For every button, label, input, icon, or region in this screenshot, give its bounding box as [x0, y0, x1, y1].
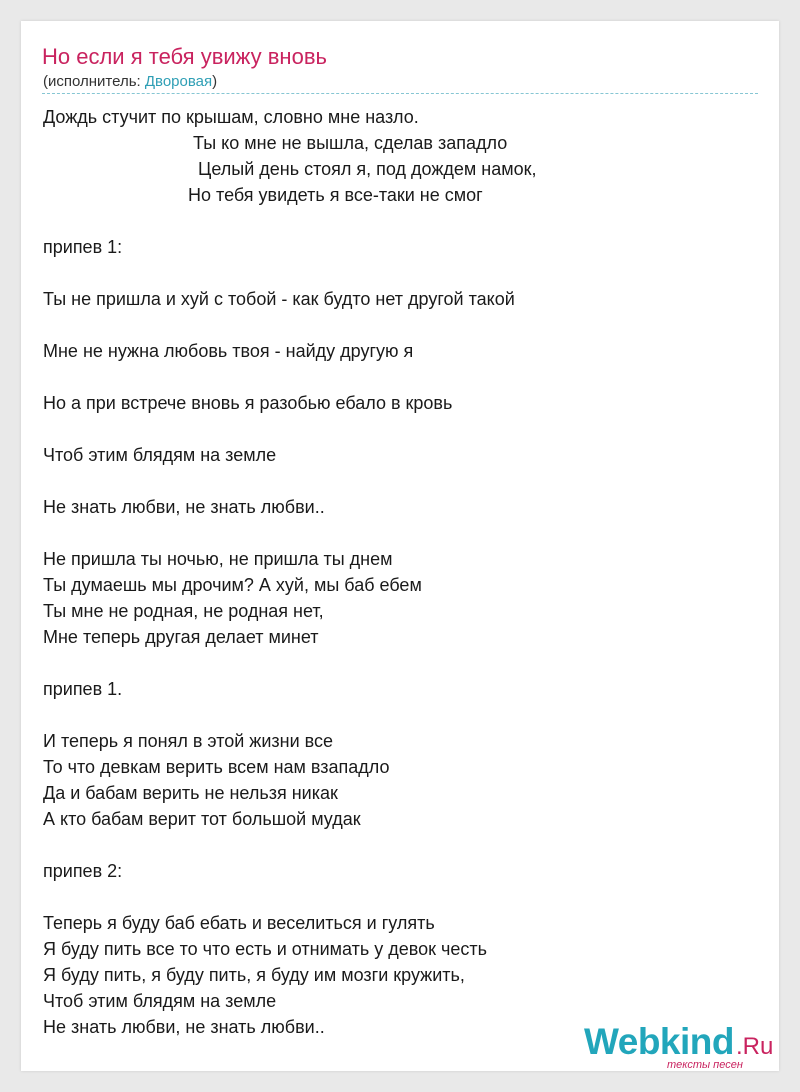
title-divider — [42, 93, 758, 94]
lyrics-line: Да и бабам верить не нельзя никак — [43, 783, 338, 803]
lyrics-line: припев 1: — [43, 237, 123, 257]
lyrics-line: Ты не пришла и хуй с тобой - как будто нет другой такой — [43, 289, 515, 309]
lyrics-line: Мне теперь другая делает минет — [43, 627, 319, 647]
logo-tagline: тексты песен — [667, 1059, 743, 1071]
lyrics-blank-line — [43, 702, 763, 728]
song-title: Но если я тебя увижу вновь — [42, 44, 327, 69]
site-logo[interactable] — [584, 1022, 779, 1070]
lyrics-text — [43, 104, 763, 1040]
lyrics-blank-line — [43, 312, 763, 338]
artist-line — [43, 73, 217, 91]
lyrics-blank-line — [43, 832, 763, 858]
lyrics-blank-line — [43, 650, 763, 676]
lyrics-line: Я буду пить, я буду пить, я буду им мозги кружить, — [43, 965, 465, 985]
lyrics-blank-line — [43, 884, 763, 910]
lyrics-line: Целый день стоял я, под дождем намок, — [43, 159, 537, 179]
lyrics-line: Не знать любви, не знать любви.. — [43, 497, 325, 517]
lyrics-line: припев 1. — [43, 679, 123, 699]
lyrics-line: То что девкам верить всем нам взападло — [43, 757, 390, 777]
lyrics-line: Ты мне не родная, не родная нет, — [43, 601, 324, 621]
artist-prefix: (исполнитель: — [43, 73, 145, 90]
logo-name: Webkind — [584, 1021, 734, 1062]
lyrics-blank-line — [43, 520, 763, 546]
lyrics-blank-line — [43, 468, 763, 494]
lyrics-line: Но а при встрече вновь я разобью ебало в кровь — [43, 393, 453, 413]
lyrics-line: А кто бабам верит тот большой мудак — [43, 809, 361, 829]
lyrics-blank-line — [43, 260, 763, 286]
logo-tld: .Ru — [736, 1033, 774, 1060]
lyrics-line: Ты ко мне не вышла, сделав западло — [43, 133, 508, 153]
lyrics-line: Ты думаешь мы дрочим? А хуй, мы баб ебем — [43, 575, 422, 595]
lyrics-line: Чтоб этим блядям на земле — [43, 445, 277, 465]
lyrics-blank-line — [43, 364, 763, 390]
lyrics-page — [21, 21, 779, 1071]
lyrics-line: Я буду пить все то что есть и отнимать у девок честь — [43, 939, 488, 959]
lyrics-line: Чтоб этим блядям на земле — [43, 991, 277, 1011]
lyrics-line: Теперь я буду баб ебать и веселиться и гулять — [43, 913, 435, 933]
lyrics-line: Дождь стучит по крышам, словно мне назло. — [43, 107, 419, 127]
artist-link[interactable]: Дворовая — [144, 73, 213, 90]
lyrics-blank-line — [43, 416, 763, 442]
lyrics-line: Не пришла ты ночью, не пришла ты днем — [43, 549, 393, 569]
lyrics-blank-line — [43, 208, 763, 234]
lyrics-line: Не знать любви, не знать любви.. — [43, 1017, 325, 1037]
artist-suffix: ) — [212, 73, 218, 90]
lyrics-line: припев 2: — [43, 861, 123, 881]
lyrics-line: Мне не нужна любовь твоя - найду другую я — [43, 341, 414, 361]
lyrics-line: Но тебя увидеть я все-таки не смог — [43, 185, 483, 205]
lyrics-line: И теперь я понял в этой жизни все — [43, 731, 334, 751]
